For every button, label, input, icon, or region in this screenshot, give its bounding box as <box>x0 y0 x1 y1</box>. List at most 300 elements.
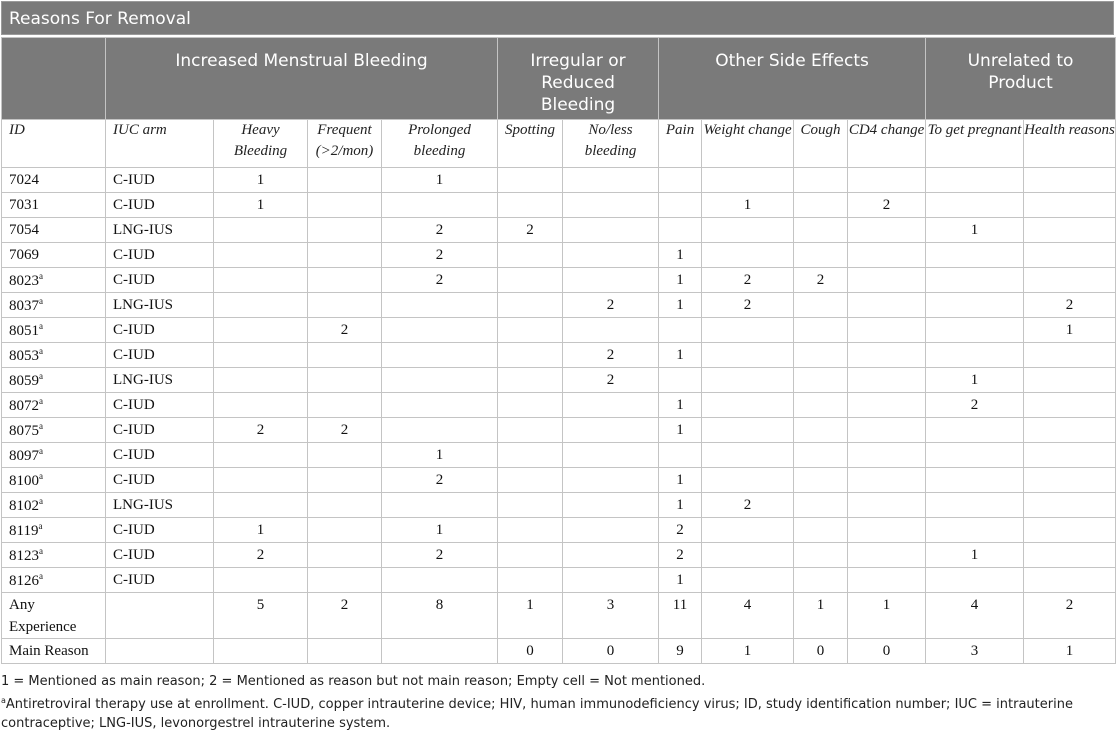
cell-value: 2 <box>308 318 382 343</box>
cell-id <box>2 568 106 593</box>
column-header-row <box>2 120 1116 168</box>
cell-value: 2 <box>848 193 926 218</box>
cell-value <box>498 518 563 543</box>
col-prolonged-bleeding: Prolonged bleeding <box>382 120 498 168</box>
table-row <box>2 293 1116 318</box>
cell-value <box>794 368 848 393</box>
cell-value <box>498 193 563 218</box>
cell-value <box>794 543 848 568</box>
cell-value <box>498 343 563 368</box>
cell-value <box>1024 193 1116 218</box>
footnote-text: Antiretroviral therapy use at enrollment. C-IUD, copper intrauterine device; HIV, human immunodeficiency virus; ID, study identification number; IUC = intrauterine contraceptive; LNG-IUS, levonorgestrel intrauterine system. <box>1 697 1073 731</box>
id-value: 7031 <box>9 196 39 213</box>
cell-value <box>848 443 926 468</box>
cell-value <box>214 568 308 593</box>
col-cd4-change: CD4 change <box>848 120 926 168</box>
cell-value <box>848 168 926 193</box>
art-marker: a <box>39 445 43 456</box>
cell-iuc-arm: C-IUD <box>106 443 214 468</box>
note-footnote <box>1 691 1114 733</box>
cell-iuc-arm: LNG-IUS <box>106 218 214 243</box>
col-spotting: Spotting <box>498 120 563 168</box>
summary-label: Main Reason <box>2 639 106 664</box>
cell-id <box>2 168 106 193</box>
cell-id <box>2 293 106 318</box>
cell-value <box>214 368 308 393</box>
table-row <box>2 393 1116 418</box>
cell-value <box>308 518 382 543</box>
cell-value <box>308 543 382 568</box>
cell-value <box>926 418 1024 443</box>
cell-iuc-arm: C-IUD <box>106 543 214 568</box>
id-value: 7054 <box>9 221 39 238</box>
table-row <box>2 568 1116 593</box>
art-marker: a <box>38 520 43 531</box>
cell-value <box>308 393 382 418</box>
summary-value: 1 <box>848 593 926 639</box>
cell-value <box>563 393 659 418</box>
art-marker: a <box>39 295 43 306</box>
cell-value <box>702 443 794 468</box>
cell-value <box>382 368 498 393</box>
cell-value <box>659 368 702 393</box>
cell-value <box>563 543 659 568</box>
art-marker: a <box>39 420 43 431</box>
cell-value <box>498 318 563 343</box>
cell-value <box>308 368 382 393</box>
cell-value <box>702 568 794 593</box>
cell-value <box>214 268 308 293</box>
art-marker: a <box>39 320 43 331</box>
cell-value <box>702 218 794 243</box>
table-row <box>2 418 1116 443</box>
cell-value: 1 <box>659 468 702 493</box>
cell-value <box>214 393 308 418</box>
cell-value <box>498 268 563 293</box>
table-row <box>2 493 1116 518</box>
art-marker: a <box>39 270 43 281</box>
id-value: 8023 <box>9 272 39 289</box>
cell-value: 2 <box>659 518 702 543</box>
cell-value <box>1024 443 1116 468</box>
cell-value <box>498 443 563 468</box>
summary-value: 3 <box>563 593 659 639</box>
cell-value: 1 <box>382 518 498 543</box>
cell-value <box>702 168 794 193</box>
cell-value <box>1024 268 1116 293</box>
cell-value <box>926 293 1024 318</box>
cell-value <box>563 318 659 343</box>
cell-value <box>563 193 659 218</box>
cell-value <box>498 168 563 193</box>
cell-value <box>563 493 659 518</box>
art-marker: a <box>39 495 43 506</box>
id-value: 7024 <box>9 171 39 188</box>
id-value: 8051 <box>9 322 39 339</box>
cell-value <box>848 568 926 593</box>
cell-value <box>308 493 382 518</box>
cell-value <box>382 193 498 218</box>
cell-value <box>794 468 848 493</box>
cell-id <box>2 343 106 368</box>
cell-value: 2 <box>702 293 794 318</box>
cell-id <box>2 493 106 518</box>
id-value: 8053 <box>9 347 39 364</box>
cell-value: 1 <box>659 243 702 268</box>
cell-value <box>848 293 926 318</box>
id-value: 8059 <box>9 372 39 389</box>
cell-value <box>1024 218 1116 243</box>
cell-value <box>794 343 848 368</box>
note-legend: 1 = Mentioned as main reason; 2 = Mentioned as reason but not main reason; Empty cell = Not mentioned. <box>1 674 706 689</box>
col-health-reasons: Health reasons <box>1024 120 1116 168</box>
summary-value: 11 <box>659 593 702 639</box>
cell-value <box>794 493 848 518</box>
art-marker: a <box>39 345 43 356</box>
cell-id <box>2 218 106 243</box>
summary-value: 2 <box>308 593 382 639</box>
summary-value: 1 <box>1024 639 1116 664</box>
id-value: 7069 <box>9 246 39 263</box>
cell-value: 2 <box>702 493 794 518</box>
id-value: 8102 <box>9 497 39 514</box>
cell-value <box>848 393 926 418</box>
table-row <box>2 343 1116 368</box>
cell-value <box>848 218 926 243</box>
cell-value <box>848 318 926 343</box>
cell-value <box>563 218 659 243</box>
summary-value: 0 <box>498 639 563 664</box>
table-row <box>2 268 1116 293</box>
id-value: 8126 <box>9 572 39 589</box>
cell-value: 1 <box>659 268 702 293</box>
cell-value: 2 <box>563 343 659 368</box>
cell-value <box>659 318 702 343</box>
cell-value <box>214 443 308 468</box>
cell-value <box>794 318 848 343</box>
cell-value <box>848 468 926 493</box>
group-header-row <box>2 38 1116 120</box>
summary-value: 0 <box>848 639 926 664</box>
cell-value <box>498 293 563 318</box>
cell-value <box>702 368 794 393</box>
cell-value: 2 <box>214 543 308 568</box>
cell-value <box>848 418 926 443</box>
cell-value <box>563 243 659 268</box>
cell-value <box>498 393 563 418</box>
cell-value <box>926 243 1024 268</box>
cell-value <box>926 468 1024 493</box>
cell-value <box>926 318 1024 343</box>
summary-value: 1 <box>702 639 794 664</box>
cell-value <box>702 318 794 343</box>
cell-iuc-arm: C-IUD <box>106 518 214 543</box>
cell-value <box>214 493 308 518</box>
cell-value <box>308 268 382 293</box>
table-row <box>2 368 1116 393</box>
cell-value <box>1024 568 1116 593</box>
cell-value <box>308 243 382 268</box>
cell-iuc-arm: C-IUD <box>106 468 214 493</box>
cell-value <box>794 518 848 543</box>
cell-value <box>848 543 926 568</box>
cell-id <box>2 193 106 218</box>
table-row <box>2 243 1116 268</box>
col-frequent: Frequent (>2/mon) <box>308 120 382 168</box>
cell-id <box>2 243 106 268</box>
col-pain: Pain <box>659 120 702 168</box>
cell-value <box>498 543 563 568</box>
cell-value <box>794 418 848 443</box>
summary-value: 1 <box>794 593 848 639</box>
summary-value: 5 <box>214 593 308 639</box>
cell-value <box>926 443 1024 468</box>
cell-empty <box>106 639 214 664</box>
id-value: 8075 <box>9 422 39 439</box>
cell-value: 2 <box>382 243 498 268</box>
group-irregular-bleeding: Irregular or Reduced Bleeding <box>498 38 659 120</box>
table-row <box>2 193 1116 218</box>
cell-value <box>382 393 498 418</box>
cell-value <box>1024 368 1116 393</box>
cell-value: 1 <box>926 543 1024 568</box>
cell-iuc-arm: C-IUD <box>106 318 214 343</box>
cell-iuc-arm: LNG-IUS <box>106 293 214 318</box>
cell-value <box>794 443 848 468</box>
cell-value <box>563 468 659 493</box>
cell-value: 2 <box>382 543 498 568</box>
cell-value <box>308 343 382 368</box>
col-id: ID <box>2 120 106 168</box>
cell-value <box>848 368 926 393</box>
cell-value <box>794 218 848 243</box>
cell-id <box>2 368 106 393</box>
art-marker: a <box>39 370 43 381</box>
cell-value <box>794 168 848 193</box>
cell-value: 1 <box>214 193 308 218</box>
cell-value <box>214 293 308 318</box>
cell-iuc-arm: C-IUD <box>106 393 214 418</box>
cell-value <box>848 343 926 368</box>
cell-id <box>2 468 106 493</box>
cell-value <box>498 468 563 493</box>
cell-value <box>498 368 563 393</box>
cell-value: 1 <box>659 493 702 518</box>
cell-value: 1 <box>702 193 794 218</box>
cell-value <box>308 468 382 493</box>
cell-value <box>1024 418 1116 443</box>
table-row <box>2 468 1116 493</box>
cell-value <box>794 568 848 593</box>
cell-iuc-arm: C-IUD <box>106 418 214 443</box>
cell-id <box>2 443 106 468</box>
cell-value: 1 <box>659 393 702 418</box>
cell-value <box>848 243 926 268</box>
id-value: 8100 <box>9 472 39 489</box>
cell-value <box>926 518 1024 543</box>
cell-value: 2 <box>214 418 308 443</box>
cell-value <box>563 418 659 443</box>
cell-value <box>926 168 1024 193</box>
table-row <box>2 543 1116 568</box>
cell-value <box>214 468 308 493</box>
summary-value: 2 <box>1024 593 1116 639</box>
cell-id <box>2 268 106 293</box>
cell-id <box>2 393 106 418</box>
cell-empty <box>106 593 214 639</box>
cell-value <box>848 493 926 518</box>
table-notes <box>1 672 1114 733</box>
cell-value <box>382 343 498 368</box>
cell-value <box>1024 493 1116 518</box>
summary-value: 4 <box>926 593 1024 639</box>
cell-value <box>659 443 702 468</box>
cell-value: 2 <box>1024 293 1116 318</box>
table-row <box>2 443 1116 468</box>
summary-value <box>382 639 498 664</box>
summary-value: 8 <box>382 593 498 639</box>
cell-value <box>382 418 498 443</box>
cell-value <box>848 268 926 293</box>
summary-value: 1 <box>498 593 563 639</box>
cell-value <box>382 293 498 318</box>
summary-value: 0 <box>794 639 848 664</box>
cell-value <box>702 243 794 268</box>
cell-value: 2 <box>382 218 498 243</box>
cell-iuc-arm: C-IUD <box>106 243 214 268</box>
cell-value <box>794 293 848 318</box>
cell-iuc-arm: C-IUD <box>106 168 214 193</box>
cell-value <box>794 393 848 418</box>
summary-value <box>308 639 382 664</box>
cell-value <box>702 393 794 418</box>
cell-value <box>794 243 848 268</box>
cell-value: 2 <box>382 468 498 493</box>
cell-value: 2 <box>563 293 659 318</box>
any-experience-row <box>2 593 1116 639</box>
cell-value: 2 <box>498 218 563 243</box>
cell-value <box>382 568 498 593</box>
cell-value <box>1024 543 1116 568</box>
cell-id <box>2 543 106 568</box>
cell-value <box>794 193 848 218</box>
cell-value <box>498 568 563 593</box>
col-cough: Cough <box>794 120 848 168</box>
col-no-less-bleeding: No/less bleeding <box>563 120 659 168</box>
cell-value <box>659 218 702 243</box>
cell-value <box>214 243 308 268</box>
table-row <box>2 318 1116 343</box>
cell-value <box>659 168 702 193</box>
cell-value: 1 <box>659 568 702 593</box>
cell-value: 1 <box>659 418 702 443</box>
cell-value <box>1024 343 1116 368</box>
summary-value: 9 <box>659 639 702 664</box>
cell-value <box>308 193 382 218</box>
cell-id <box>2 518 106 543</box>
cell-value <box>702 518 794 543</box>
art-marker: a <box>39 470 43 481</box>
summary-value <box>214 639 308 664</box>
removal-reasons-table <box>1 37 1116 664</box>
cell-value <box>926 268 1024 293</box>
cell-value <box>848 518 926 543</box>
cell-value <box>308 568 382 593</box>
cell-value: 1 <box>926 218 1024 243</box>
cell-value <box>702 343 794 368</box>
cell-value <box>563 518 659 543</box>
table-title: Reasons For Removal <box>1 1 1114 35</box>
group-empty <box>2 38 106 120</box>
cell-value: 2 <box>308 418 382 443</box>
cell-value: 2 <box>659 543 702 568</box>
table-row <box>2 518 1116 543</box>
main-reason-row <box>2 639 1116 664</box>
cell-iuc-arm: C-IUD <box>106 193 214 218</box>
cell-value <box>308 443 382 468</box>
col-weight-change: Weight change <box>702 120 794 168</box>
cell-value <box>214 343 308 368</box>
table-body <box>2 168 1116 664</box>
cell-value <box>702 468 794 493</box>
art-marker: a <box>39 545 43 556</box>
footnote-marker: a <box>1 696 6 705</box>
col-iuc-arm: IUC arm <box>106 120 214 168</box>
cell-value <box>563 168 659 193</box>
group-other-side-effects: Other Side Effects <box>659 38 926 120</box>
cell-value: 2 <box>702 268 794 293</box>
cell-value: 1 <box>214 518 308 543</box>
cell-iuc-arm: C-IUD <box>106 343 214 368</box>
cell-value: 1 <box>659 343 702 368</box>
cell-value <box>1024 468 1116 493</box>
cell-value <box>498 418 563 443</box>
id-value: 8119 <box>9 522 39 539</box>
cell-iuc-arm: C-IUD <box>106 568 214 593</box>
col-heavy-bleeding: Heavy Bleeding <box>214 120 308 168</box>
cell-value <box>498 493 563 518</box>
cell-value <box>308 218 382 243</box>
cell-iuc-arm: LNG-IUS <box>106 368 214 393</box>
cell-value <box>214 218 308 243</box>
cell-value: 1 <box>382 168 498 193</box>
id-value: 8037 <box>9 297 39 314</box>
cell-value: 1 <box>659 293 702 318</box>
group-increased-bleeding: Increased Menstrual Bleeding <box>106 38 498 120</box>
cell-value: 2 <box>382 268 498 293</box>
art-marker: a <box>39 570 43 581</box>
cell-value <box>308 168 382 193</box>
cell-value <box>926 493 1024 518</box>
cell-value <box>563 443 659 468</box>
cell-iuc-arm: LNG-IUS <box>106 493 214 518</box>
cell-value: 2 <box>563 368 659 393</box>
table-row <box>2 218 1116 243</box>
group-unrelated: Unrelated to Product <box>926 38 1116 120</box>
cell-value: 1 <box>1024 318 1116 343</box>
summary-value: 0 <box>563 639 659 664</box>
cell-value <box>563 568 659 593</box>
cell-value <box>926 193 1024 218</box>
cell-id <box>2 318 106 343</box>
summary-value: 3 <box>926 639 1024 664</box>
summary-label: Any Experience <box>2 593 106 639</box>
cell-value <box>214 318 308 343</box>
cell-value <box>382 493 498 518</box>
id-value: 8123 <box>9 547 39 564</box>
cell-value <box>308 293 382 318</box>
cell-value <box>702 418 794 443</box>
